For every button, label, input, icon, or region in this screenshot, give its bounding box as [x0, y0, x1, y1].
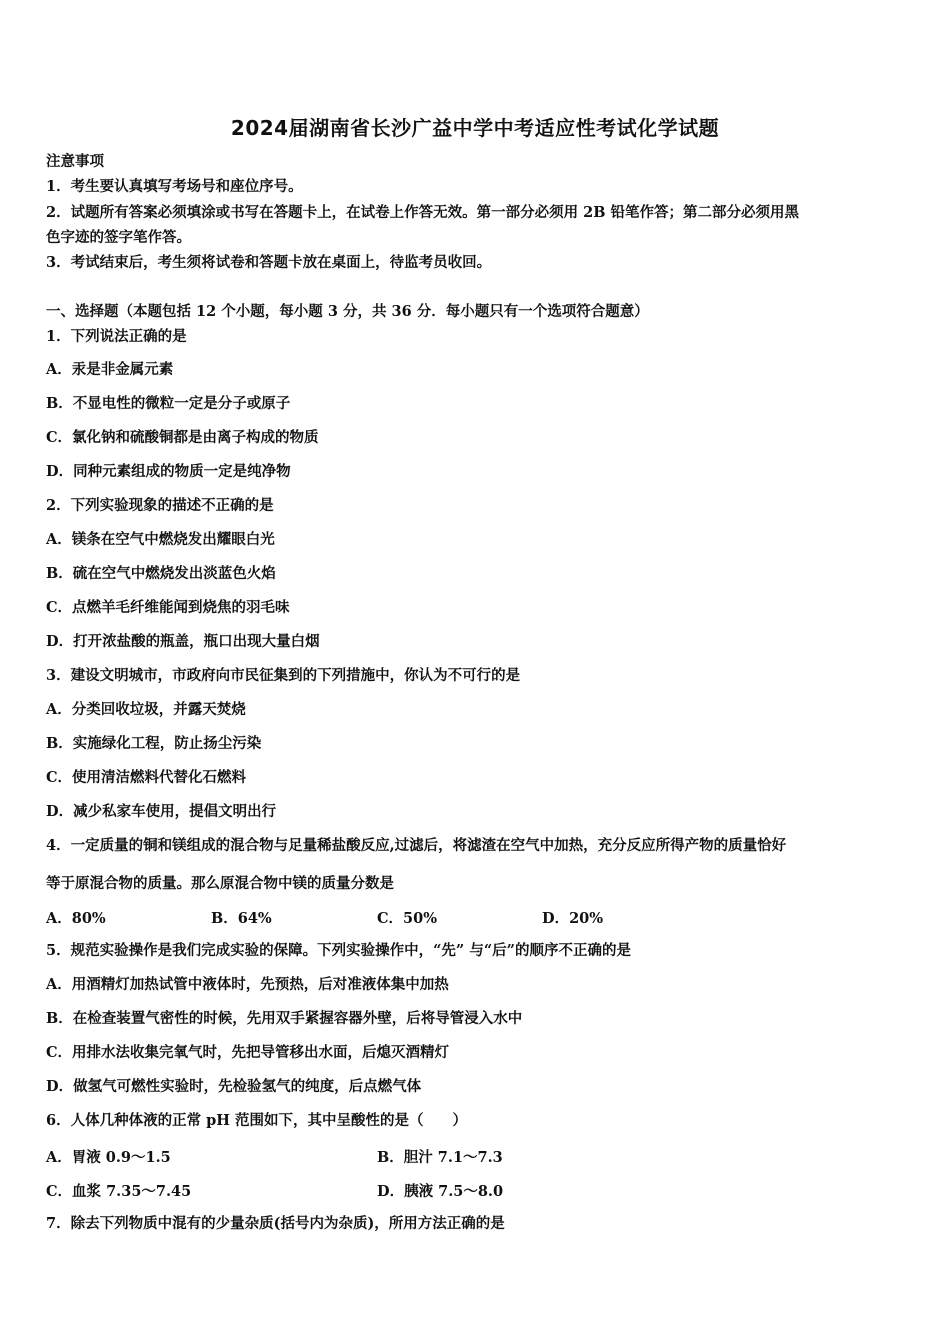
notice-heading: 注意事项	[46, 153, 104, 170]
question-2-option-c: C．点燃羊毛纤维能闻到烧焦的羽毛味	[46, 599, 290, 616]
section-heading: 一、选择题（本题包括 12 个小题，每小题 3 分，共 36 分．每小题只有一个选项符合题意）	[46, 303, 649, 320]
question-1-stem: 1．下列说法正确的是	[46, 328, 187, 345]
question-6-option-a: A．胃液 0.9～1.5	[46, 1149, 171, 1166]
question-1-option-d: D．同种元素组成的物质一定是纯净物	[46, 463, 291, 480]
question-3-option-d: D．减少私家车使用，提倡文明出行	[46, 803, 277, 820]
question-6-option-d: D．胰液 7.5～8.0	[377, 1183, 504, 1200]
question-1-option-b: B．不显电性的微粒一定是分子或原子	[46, 395, 291, 412]
question-1-option-c: C．氯化钠和硫酸铜都是由离子构成的物质	[46, 429, 319, 446]
question-1-option-a: A．汞是非金属元素	[46, 361, 174, 378]
question-5-option-d: D．做氢气可燃性实验时，先检验氢气的纯度，后点燃气体	[46, 1078, 422, 1095]
question-6-option-b: B．胆汁 7.1～7.3	[377, 1149, 503, 1166]
question-4-stem-line-2: 等于原混合物的质量。那么原混合物中镁的质量分数是	[46, 875, 394, 892]
question-5-stem: 5．规范实验操作是我们完成实验的保障。下列实验操作中，“先” 与“后”的顺序不正确的是	[46, 942, 631, 959]
question-2-stem: 2．下列实验现象的描述不正确的是	[46, 497, 274, 514]
question-4-option-a: A．80%	[46, 910, 106, 927]
question-4-option-b: B．64%	[211, 910, 272, 927]
question-3-option-a: A．分类回收垃圾，并露天焚烧	[46, 701, 246, 718]
notice-item-1: 1．考生要认真填写考场号和座位序号。	[46, 178, 303, 195]
notice-item-2-line-2: 色字迹的签字笔作答。	[46, 229, 191, 246]
question-4-stem-line-1: 4．一定质量的铜和镁组成的混合物与足量稀盐酸反应,过滤后，将滤渣在空气中加热，充分反应所得产物的质量恰好	[46, 837, 787, 854]
question-4-option-d: D．20%	[542, 910, 604, 927]
question-5-option-c: C．用排水法收集完氧气时，先把导管移出水面，后熄灭酒精灯	[46, 1044, 450, 1061]
question-4-option-c: C．50%	[377, 910, 437, 927]
question-3-option-b: B．实施绿化工程，防止扬尘污染	[46, 735, 262, 752]
question-3-option-c: C．使用清洁燃料代替化石燃料	[46, 769, 247, 786]
notice-item-2-line-1: 2．试题所有答案必须填涂或书写在答题卡上，在试卷上作答无效。第一部分必须用 2B 铅笔作答；第二部分必须用黑	[46, 204, 800, 221]
question-5-option-b: B．在检查装置气密性的时候，先用双手紧握容器外壁，后将导管浸入水中	[46, 1010, 523, 1027]
question-2-option-d: D．打开浓盐酸的瓶盖，瓶口出现大量白烟	[46, 633, 320, 650]
question-2-option-b: B．硫在空气中燃烧发出淡蓝色火焰	[46, 565, 276, 582]
question-7-stem: 7．除去下列物质中混有的少量杂质(括号内为杂质)，所用方法正确的是	[46, 1215, 505, 1232]
question-2-option-a: A．镁条在空气中燃烧发出耀眼白光	[46, 531, 275, 548]
question-6-option-c: C．血浆 7.35～7.45	[46, 1183, 192, 1200]
question-5-option-a: A．用酒精灯加热试管中液体时，先预热，后对准液体集中加热	[46, 976, 449, 993]
question-6-stem: 6．人体几种体液的正常 pH 范围如下，其中呈酸性的是（ ）	[46, 1112, 468, 1129]
question-3-stem: 3．建设文明城市，市政府向市民征集到的下列措施中，你认为不可行的是	[46, 667, 521, 684]
page-title: 2024届湖南省长沙广益中学中考适应性考试化学试题	[230, 116, 720, 140]
notice-item-3: 3．考试结束后，考生须将试卷和答题卡放在桌面上，待监考员收回。	[46, 254, 492, 271]
